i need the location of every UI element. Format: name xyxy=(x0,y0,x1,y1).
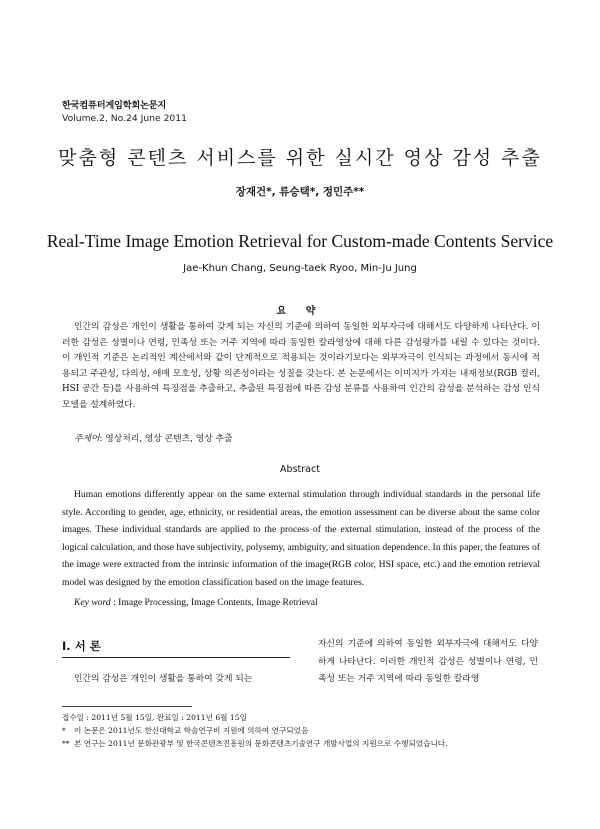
paper-title-english: Real-Time Image Emotion Retrieval for Custom-made Contents Service xyxy=(46,231,554,251)
abstract-english: Human emotions differently appear on the same external stimulation through individual standards in the personal life style. According to gender, age, ethnicity, or residential areas, the emotion assessment can be diverse about the same color images. These individual standards are applied to the process of the external stimulation, instead of the process of the logical calculation, and those have subjectivity, polysemy, ambiguity, and situation dependence. In this paper, the features of the image were extracted from the intrinsic information of the image(RGB color, HSI space, etc.) and the emotion retrieval model was designed by the emotion classification based on the image features. xyxy=(62,489,540,588)
footnote-2-mark: ** xyxy=(62,739,70,748)
keywords-english-value: : Image Processing, Image Contents, Image Retrieval xyxy=(113,597,318,608)
keywords-korean-value: : 영상처리, 영상 콘텐츠, 영상 추출 xyxy=(99,434,233,444)
keywords-korean-label: 주제어 xyxy=(74,434,100,444)
authors-english: Jae-Khun Chang, Seung-taek Ryoo, Min-Ju Jung xyxy=(183,263,417,274)
footnote-1-text: 이 논문은 2011년도 한신대학교 학술연구비 지원에 의하여 연구되었음 xyxy=(74,726,309,735)
authors-korean: 장재건*, 류승택*, 정민주** xyxy=(235,186,365,198)
footnote-received-date: 접수일 : 2011년 5월 15일, 완료일 : 2011년 6월 15일 xyxy=(62,713,247,722)
section-heading-rule xyxy=(62,657,290,658)
abstract-english-heading: Abstract xyxy=(280,464,320,475)
journal-name: 한국컴퓨터게임학회논문지 xyxy=(62,100,167,111)
introduction-right-column: 자신의 기준에 의하여 동일한 외부자극에 대해서도 다양하게 나타난다. 이러한 개인적 감성은 성별이나 연령, 민족성 또는 거주 지역에 따라 동일한 칼라영 xyxy=(318,639,538,684)
keywords-korean xyxy=(74,431,233,444)
footnote-1 xyxy=(62,725,540,736)
introduction-left-column: 인간의 감성은 개인이 생활을 통하여 갖게 되는 xyxy=(74,674,253,684)
section-introduction-heading: Ⅰ. 서 론 xyxy=(62,639,101,653)
footnote-rule xyxy=(62,706,192,707)
abstract-korean-heading: 요 약 xyxy=(276,306,324,317)
paper-title-korean: 맞춤형 콘텐츠 서비스를 위한 실시간 영상 감성 추출 xyxy=(58,147,542,169)
footnote-1-mark: * xyxy=(62,726,66,735)
journal-header xyxy=(62,97,187,124)
abstract-korean: 인간의 감성은 개인이 생활을 통하여 갖게 되는 자신의 기준에 의하여 동일한 외부자극에 대해서도 다양하게 나타난다. 이러한 감성은 성별이나 연령, 민족성 또는 거주 지역에 따라 동일한 칼라영상에 대해 다른 감성평가를 내릴 수 있다는 것이다. 이 개인적 기준은 논리적인 계산에서와 같이 단계적으로 적용되는 것이라기보다는 외부자극이 인식되는 과정에서 동시에 적용되고 주관성, 다의성, 애매 모호성, 상황 의존성이라는 성질을 갖는다. 본 논문에서는 이미지가 가지는 내재정보(RGB 컬러, HSI 공간 등)를 사용하여 특징점을 추출하고, 추출된 특징점에 따른 감성 분류를 사용하여 인간의 감성을 분석하는 감성 인식 모델을 설계하였다. xyxy=(62,322,540,410)
keywords-english-label: Key word xyxy=(74,597,111,608)
journal-volume: Volume.2, No.24 June 2011 xyxy=(62,113,187,124)
footnote-2-text: 본 연구는 2011년 문화관광부 및 한국콘텐츠진흥원의 문화콘텐츠기술연구 개발사업의 지원으로 수행되었습니다. xyxy=(74,739,448,748)
keywords-english xyxy=(74,597,318,608)
footnote-2 xyxy=(62,738,540,749)
